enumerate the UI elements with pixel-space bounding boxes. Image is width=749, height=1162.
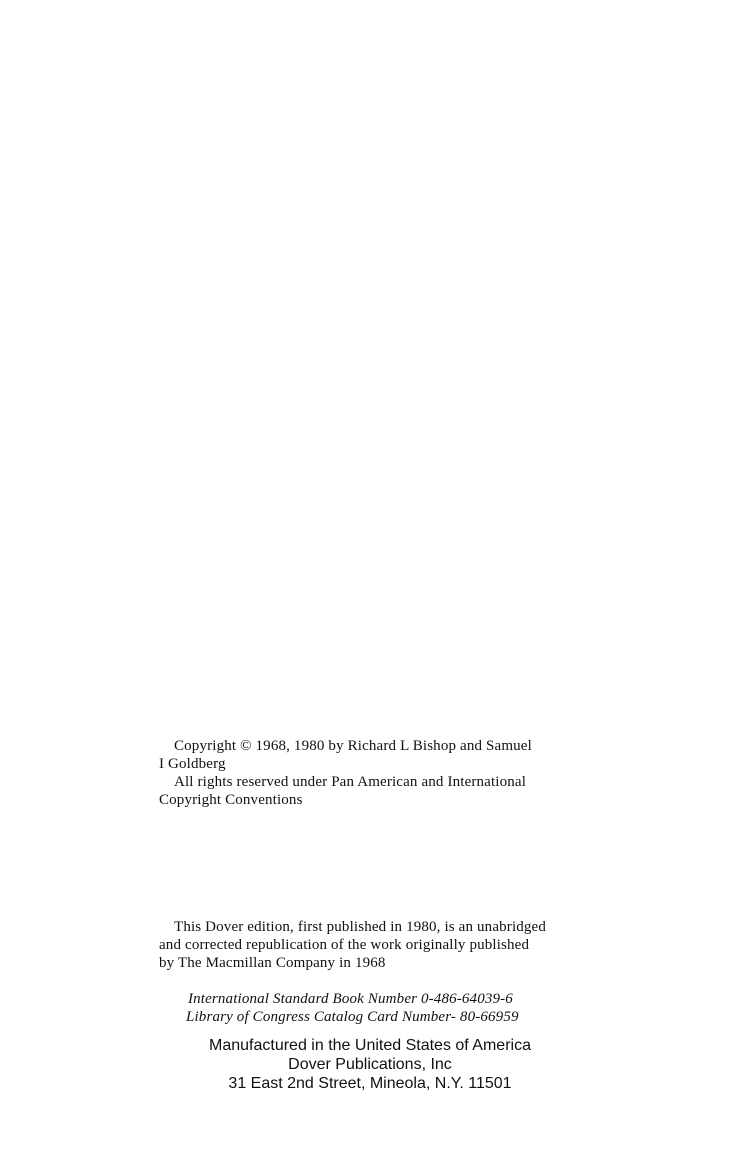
copyright-line-4: Copyright Conventions bbox=[159, 792, 303, 808]
publisher-name: Dover Publications, Inc bbox=[288, 1056, 452, 1073]
publisher-address: 31 East 2nd Street, Mineola, N.Y. 11501 bbox=[228, 1075, 512, 1092]
manufactured-line: Manufactured in the United States of America bbox=[209, 1037, 531, 1054]
lccn-line: Library of Congress Catalog Card Number- 80-66959 bbox=[186, 1009, 519, 1025]
edition-line-3: by The Macmillan Company in 1968 bbox=[159, 955, 386, 971]
copyright-line-2: I Goldberg bbox=[159, 756, 226, 772]
edition-line-1: This Dover edition, first published in 1980, is an unabridged bbox=[174, 919, 547, 935]
copyright-line-1: Copyright © 1968, 1980 by Richard L Bishop and Samuel bbox=[174, 738, 532, 754]
isbn-line: International Standard Book Number 0-486-64039-6 bbox=[188, 991, 513, 1007]
edition-line-2: and corrected republication of the work originally published bbox=[159, 937, 530, 953]
copyright-line-3: All rights reserved under Pan American and International bbox=[174, 774, 527, 790]
